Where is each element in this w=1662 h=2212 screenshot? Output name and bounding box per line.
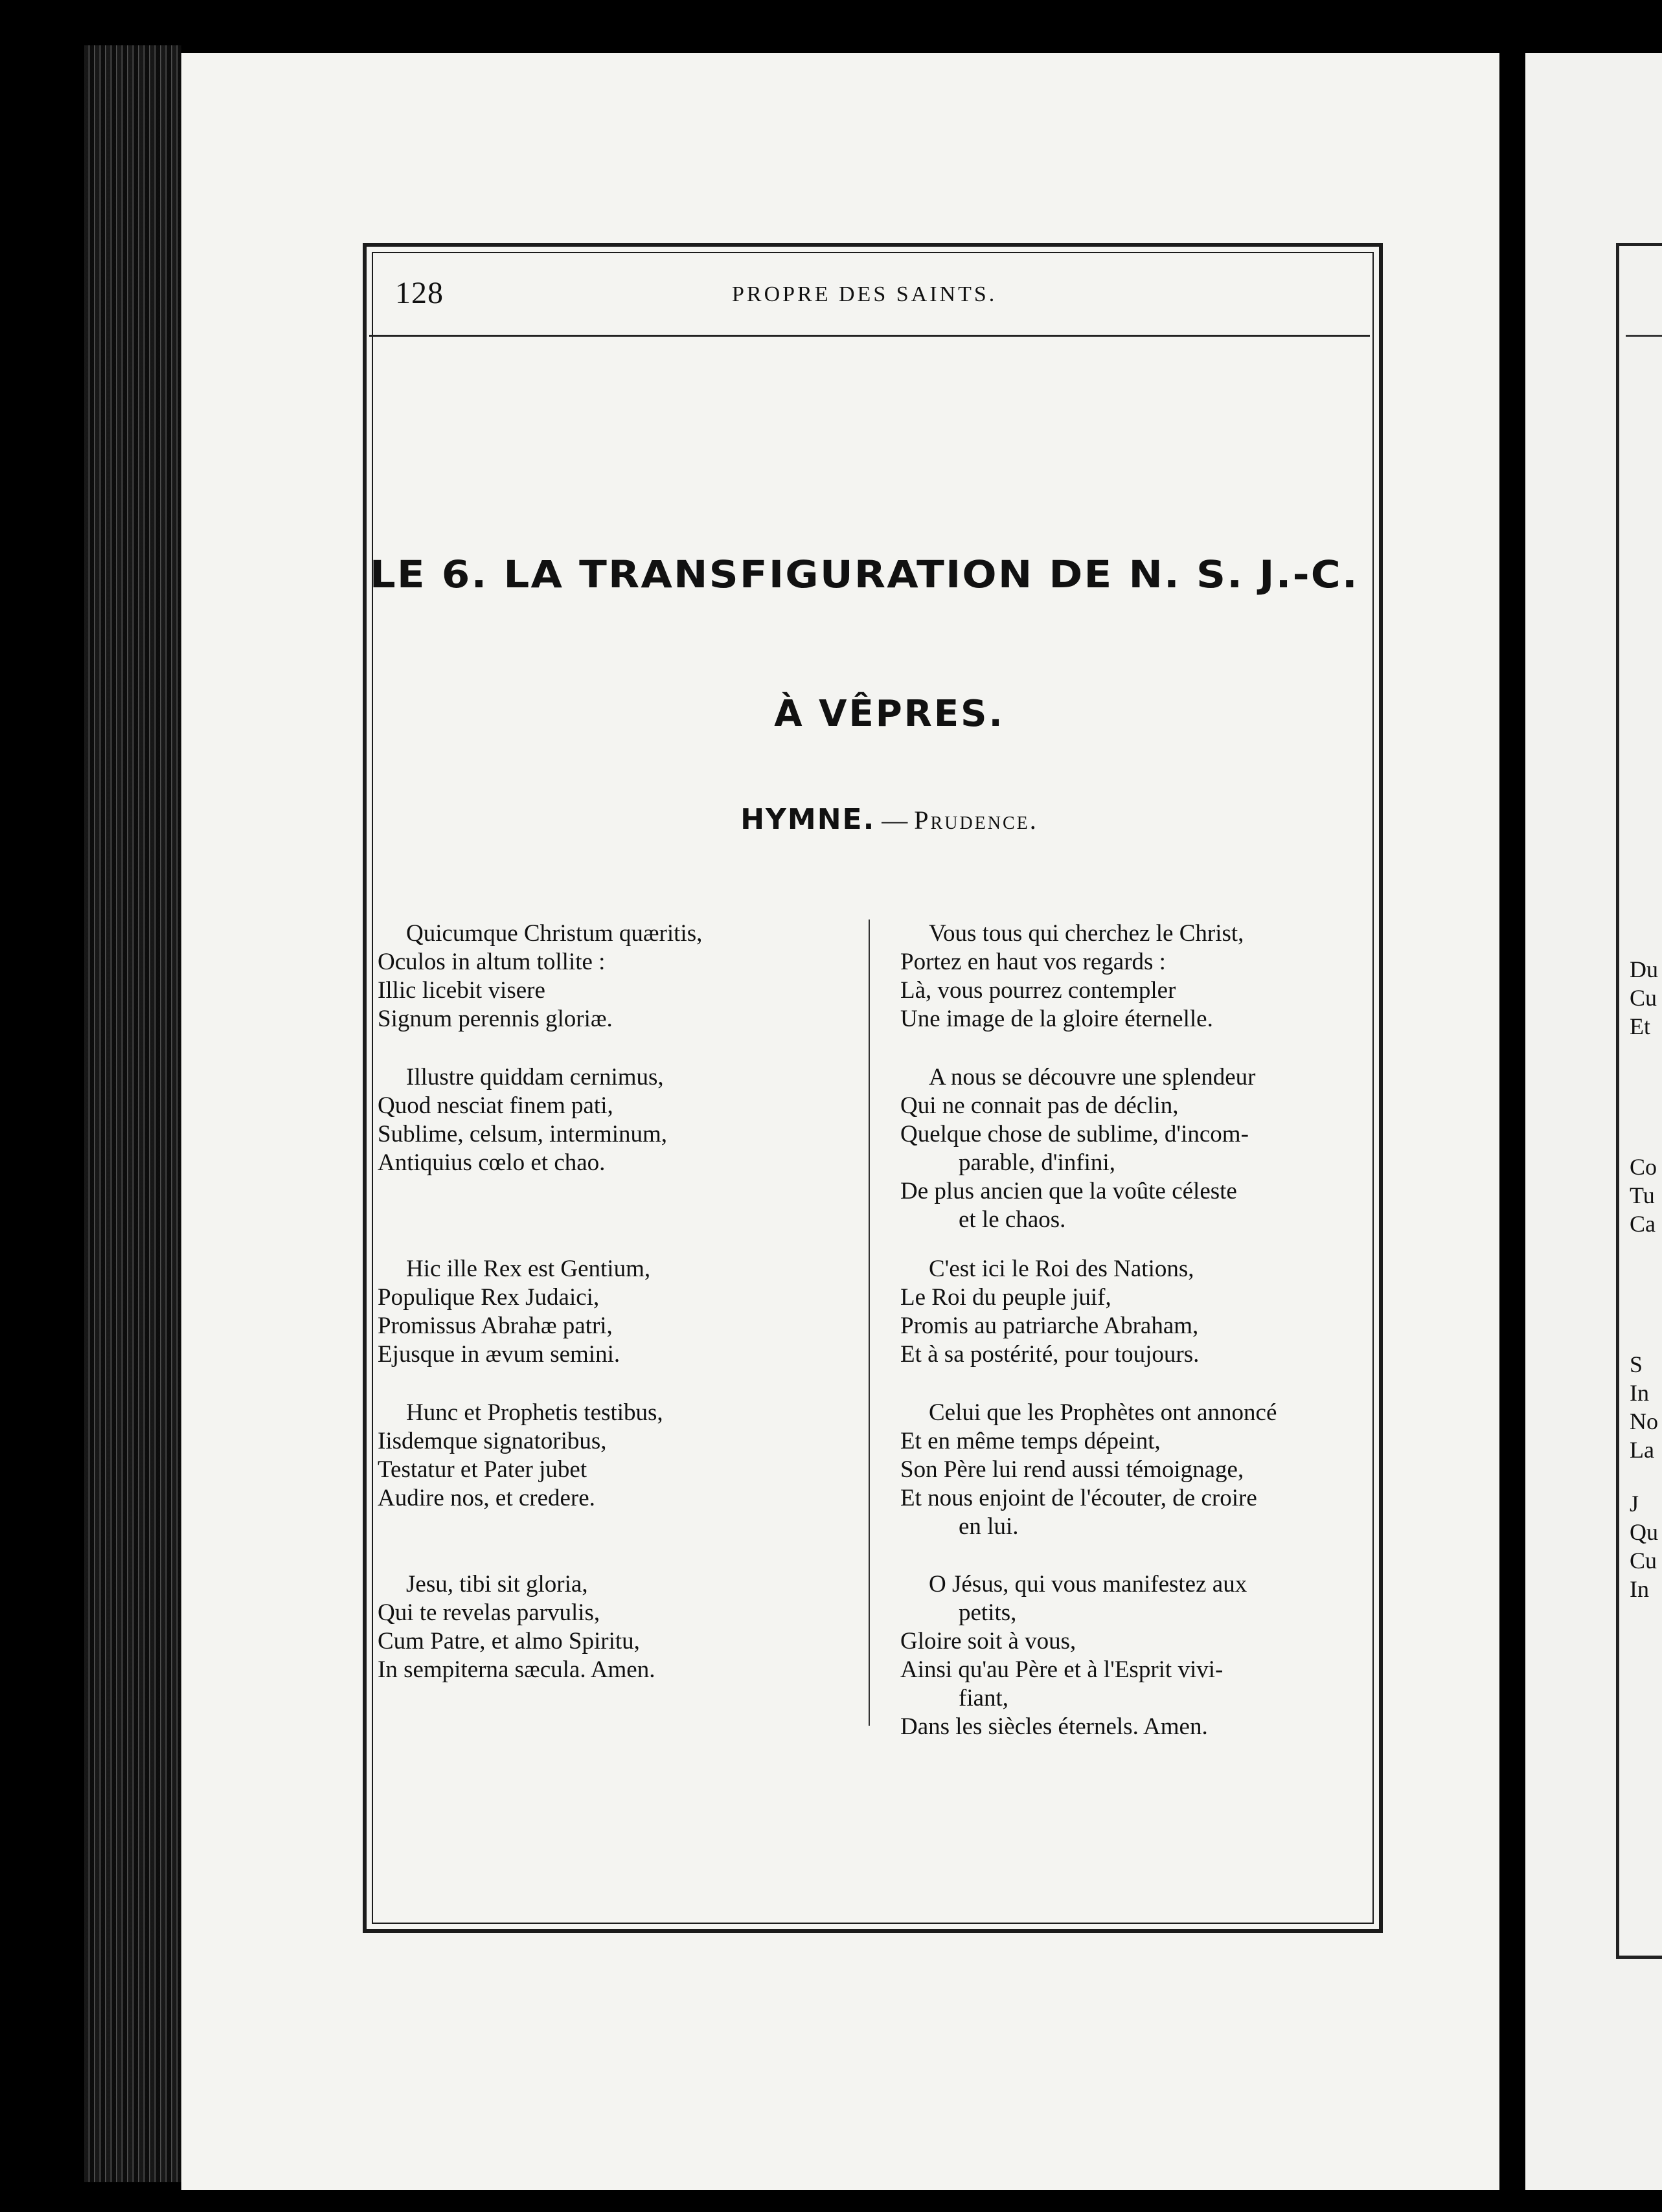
french-stanza [900, 1570, 1367, 1741]
verse-line: Et à sa postérité, pour toujours. [900, 1341, 1200, 1368]
verse-line: Quicumque Christum quæritis, [406, 920, 703, 947]
verse-line: Celui que les Prophètes ont annoncé [929, 1399, 1277, 1426]
fragment-line: In [1630, 1576, 1649, 1602]
page-number: 128 [395, 276, 444, 310]
fragment-line: S [1630, 1351, 1643, 1377]
facing-page-fragment [1630, 1153, 1657, 1238]
verse-line: In sempiterna sæcula. Amen. [378, 1656, 655, 1683]
hymn-label: HYMNE. [740, 803, 876, 836]
verse-line: Là, vous pourrez contempler [900, 977, 1176, 1004]
fragment-line: Et [1630, 1013, 1650, 1039]
verse-line: Populique Rex Judaici, [378, 1284, 600, 1311]
header-rule [369, 335, 1370, 337]
french-stanza [900, 1255, 1367, 1369]
book-spine-shadow [84, 45, 181, 2182]
verse-line: petits, [959, 1599, 1017, 1626]
fragment-line: Ca [1630, 1211, 1656, 1237]
verse-line: Vous tous qui cherchez le Christ, [929, 920, 1244, 947]
facing-page-fragment [1630, 1350, 1658, 1464]
latin-stanza [378, 920, 857, 1033]
verse-line: Hic ille Rex est Gentium, [406, 1256, 651, 1282]
verse-line: Illustre quiddam cernimus, [406, 1064, 664, 1090]
latin-stanza [378, 1570, 857, 1684]
verse-line: Quod nesciat finem pati, [378, 1092, 613, 1119]
verse-line: Le Roi du peuple juif, [900, 1284, 1111, 1311]
verse-line: Gloire soit à vous, [900, 1628, 1076, 1654]
verse-line: Audire nos, et credere. [378, 1485, 595, 1511]
verse-line: De plus ancien que la voûte céleste [900, 1178, 1237, 1204]
verse-line: Et nous enjoint de l'écouter, de croire [900, 1485, 1257, 1511]
verse-line: Testatur et Pater jubet [378, 1456, 587, 1483]
feast-title: LE 6. LA TRANSFIGURATION DE N. S. J.-C. [369, 552, 1359, 596]
french-stanza [900, 1399, 1367, 1541]
verse-line: Jesu, tibi sit gloria, [406, 1571, 588, 1597]
verse-line: Hunc et Prophetis testibus, [406, 1399, 663, 1426]
fragment-line: Cu [1630, 1548, 1657, 1574]
verse-line: Quelque chose de sublime, d'incom- [900, 1121, 1249, 1147]
french-stanza [900, 920, 1367, 1033]
verse-line: C'est ici le Roi des Nations, [929, 1256, 1194, 1282]
verse-line: O Jésus, qui vous manifestez aux [929, 1571, 1247, 1597]
verse-line: Ejusque in ævum semini. [378, 1341, 620, 1368]
verse-line: Signum perennis gloriæ. [378, 1006, 613, 1032]
verse-line: Cum Patre, et almo Spiritu, [378, 1628, 640, 1654]
verse-line: Dans les siècles éternels. Amen. [900, 1713, 1208, 1740]
latin-stanza [378, 1255, 857, 1369]
fragment-line: La [1630, 1437, 1654, 1463]
latin-stanza [378, 1063, 857, 1177]
fragment-line: In [1630, 1380, 1649, 1406]
verse-line: Une image de la gloire éternelle. [900, 1006, 1213, 1032]
fragment-line: Tu [1630, 1182, 1655, 1208]
verse-line: et le chaos. [959, 1206, 1066, 1233]
running-head: PROPRE DES SAINTS. [732, 282, 997, 306]
office-title: À VÊPRES. [774, 693, 1005, 735]
verse-line: Et en même temps dépeint, [900, 1428, 1161, 1454]
verse-line: Portez en haut vos regards : [900, 949, 1166, 975]
verse-line: Antiquius cœlo et chao. [378, 1149, 606, 1176]
column-divider [869, 920, 870, 1726]
verse-line: Promis au patriarche Abraham, [900, 1313, 1199, 1339]
verse-line: Illic licebit visere [378, 977, 545, 1004]
hymn-heading [0, 803, 1662, 836]
fragment-line: J [1630, 1491, 1639, 1517]
facing-page-fragment [1630, 1489, 1658, 1603]
verse-line: Qui ne connait pas de déclin, [900, 1092, 1179, 1119]
verse-line: Son Père lui rend aussi témoignage, [900, 1456, 1244, 1483]
verse-line: Sublime, celsum, interminum, [378, 1121, 668, 1147]
verse-line: parable, d'infini, [959, 1149, 1115, 1176]
verse-line: en lui. [959, 1513, 1019, 1540]
fragment-line: Cu [1630, 985, 1657, 1011]
verse-line: Qui te revelas parvulis, [378, 1599, 600, 1626]
verse-line: Promissus Abrahæ patri, [378, 1313, 613, 1339]
facing-page-fragment [1630, 955, 1658, 1041]
verse-line: fiant, [959, 1685, 1009, 1711]
hymn-author: Prudence. [914, 806, 1038, 835]
fragment-line: No [1630, 1408, 1658, 1434]
verse-line: A nous se découvre une splendeur [929, 1064, 1256, 1090]
latin-stanza [378, 1399, 857, 1513]
fragment-line: Du [1630, 956, 1658, 982]
fragment-line: Co [1630, 1154, 1657, 1180]
hymn-separator: — [875, 806, 915, 835]
verse-line: Oculos in altum tollite : [378, 949, 606, 975]
verse-line: Ainsi qu'au Père et à l'Esprit vivi- [900, 1656, 1224, 1683]
fragment-line: Qu [1630, 1519, 1658, 1545]
facing-page-border [1616, 243, 1662, 1959]
verse-line: Iisdemque signatoribus, [378, 1428, 607, 1454]
facing-header-rule [1626, 335, 1662, 337]
french-stanza [900, 1063, 1367, 1234]
